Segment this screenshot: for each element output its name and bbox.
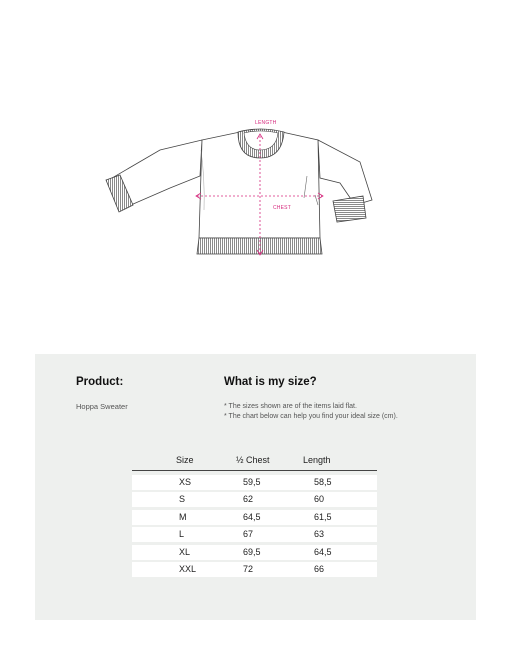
right-sleeve	[318, 140, 372, 205]
chest-cell: 59,5	[243, 477, 261, 487]
chest-cell: 72	[243, 563, 254, 574]
header-length: Length	[303, 455, 331, 465]
size-cell: M	[179, 511, 187, 522]
chest-cell: 67	[243, 529, 254, 540]
length-cell: 63	[314, 529, 325, 540]
length-cell: 66	[314, 563, 325, 574]
table-header	[132, 451, 377, 471]
size-cell: L	[179, 529, 185, 540]
table-row	[132, 510, 377, 525]
length-cell: 58,5	[314, 477, 332, 487]
table-row	[132, 475, 377, 490]
size-note-2: * The chart below can help you find your ideal size (cm).	[224, 413, 398, 420]
length-cell: 64,5	[314, 546, 332, 557]
table-row	[132, 545, 377, 560]
chest-cell: 62	[243, 494, 254, 505]
product-name: Hoppa Sweater	[76, 402, 128, 411]
size-cell: XL	[179, 546, 191, 557]
size-table	[132, 451, 377, 579]
table-row	[132, 492, 377, 507]
size-info-panel	[35, 354, 476, 620]
product-heading: Product:	[76, 376, 124, 388]
table-row	[132, 527, 377, 542]
length-label: LENGTH	[255, 120, 277, 126]
header-half-chest: ½ Chest	[236, 455, 270, 465]
length-cell: 60	[314, 494, 325, 505]
size-cell: XXL	[179, 563, 197, 574]
sweater-size-diagram	[0, 0, 510, 300]
size-note-1: * The sizes shown are of the items laid flat.	[224, 403, 357, 410]
size-cell: XS	[179, 477, 192, 487]
size-heading: What is my size?	[224, 376, 317, 388]
size-cell: S	[179, 494, 186, 505]
header-size: Size	[176, 455, 194, 465]
length-cell: 61,5	[314, 511, 332, 522]
chest-cell: 64,5	[243, 511, 261, 522]
chest-cell: 69,5	[243, 546, 261, 557]
chest-label: CHEST	[273, 205, 291, 211]
hem-band	[197, 238, 322, 254]
right-cuff	[333, 196, 366, 222]
table-row	[132, 562, 377, 577]
